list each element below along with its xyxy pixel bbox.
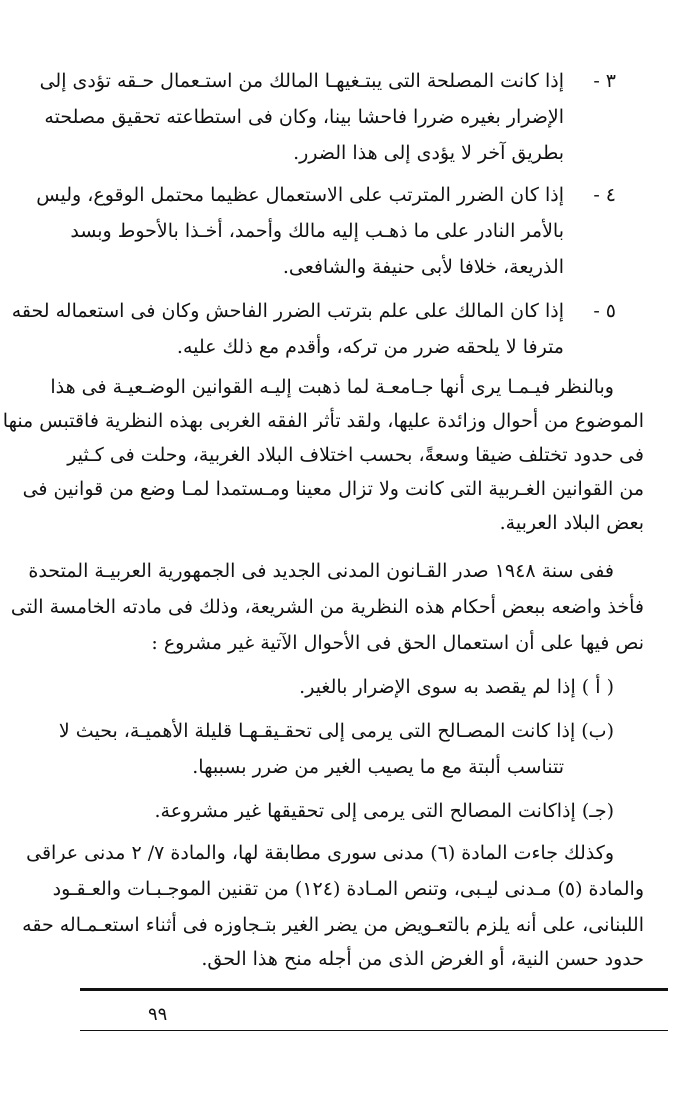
page-number: ٩٩: [148, 1004, 168, 1025]
paragraph-line: فى حدود تختلف ضيقا وسعةً، بحسب اختلاف البلاد الغربية، وحلت فى كـثير: [67, 444, 644, 466]
paragraph-line: وكذلك جاءت المادة (٦) مدنى سورى مطابقة لها، والمادة ٧/ ٢ مدنى عراقى: [26, 842, 614, 864]
paragraph-line: وبالنظر فيـمـا يرى أنها جـامعـة لما ذهبت إليـه القوانين الوضـعيـة فى هذا: [50, 376, 614, 398]
clause-b-line: تتناسب ألبتة مع ما يصيب الغير من ضرر بسببها.: [192, 756, 564, 778]
item-text-line: الإضرار بغيره ضررا فاحشا بينا، وكان فى استطاعته تحقيق مصلحته: [44, 106, 564, 128]
item-text-line: بطريق آخر لا يؤدى إلى هذا الضرر.: [293, 142, 564, 164]
item-text-line: إذا كانت المصلحة التى يبتـغيهـا المالك من استـعمال حـقه تؤدى إلى: [39, 70, 564, 92]
item-text-line: إذا كان المالك على علم بترتب الضرر الفاحش وكان فى استعماله لحقه: [11, 300, 564, 322]
item-text-line: الذريعة، خلافا لأبى حنيفة والشافعى.: [282, 256, 564, 278]
paragraph-line: حدود حسن النية، أو الغرض الذى من أجله منح هذا الحق.: [201, 948, 644, 970]
clause-c: (جـ) إذاكانت المصالح التى يرمى إلى تحقيقها غير مشروعة.: [154, 800, 614, 822]
clause-a: ( أ ) إذا لم يقصد به سوى الإضرار بالغير.: [299, 676, 614, 698]
item-number: ٣ -: [593, 70, 616, 92]
paragraph-line: بعض البلاد العربية.: [499, 512, 644, 534]
paragraph-line: اللبنانى، على أنه يلزم بالتعـويض من يضر الغير بتـجاوزه فى أثناء استعـمـاله حقه: [22, 914, 644, 936]
paragraph-line: من القوانين الغـربية التى كانت ولا تزال معينا ومـستمدا لمـا وضع من قوانين فى: [22, 478, 644, 500]
paragraph-line: الموضوع من أحوال وزائدة عليها، ولقد تأثر الفقه الغربى بهذه النظرية فاقتبس منها: [2, 410, 644, 432]
item-text-line: مترفا لا يلحقه ضرر من تركه، وأقدم مع ذلك عليه.: [176, 336, 564, 358]
item-text-line: بالأمر النادر على ما ذهـب إليه مالك وأحمد، أخـذا بالأحوط وبسد: [70, 220, 564, 242]
item-text-line: إذا كان الضرر المترتب على الاستعمال عظيما محتمل الوقوع، وليس: [36, 184, 564, 206]
item-number: ٥ -: [593, 300, 616, 322]
paragraph-line: فأخذ واضعه ببعض أحكام هذه النظرية من الشريعة، وذلك فى مادته الخامسة التى: [10, 596, 644, 618]
footer-rule-bottom: [80, 1030, 668, 1031]
clause-b-line: (ب) إذا كانت المصـالح التى يرمى إلى تحقـيقـهـا قليلة الأهميـة، بحيث لا: [58, 720, 614, 742]
footer-rule-top: [80, 988, 668, 991]
paragraph-line: والمادة (٥) مـدنى ليـبى، وتنص المـادة (١٢٤) من تقنين الموجـبـات والعـقـود: [52, 878, 644, 900]
paragraph-line: نص فيها على أن استعمال الحق فى الأحوال الآتية غير مشروع :: [151, 632, 644, 654]
item-number: ٤ -: [593, 184, 616, 206]
paragraph-line: ففى سنة ١٩٤٨ صدر القـانون المدنى الجديد فى الجمهورية العربيـة المتحدة: [28, 560, 614, 582]
